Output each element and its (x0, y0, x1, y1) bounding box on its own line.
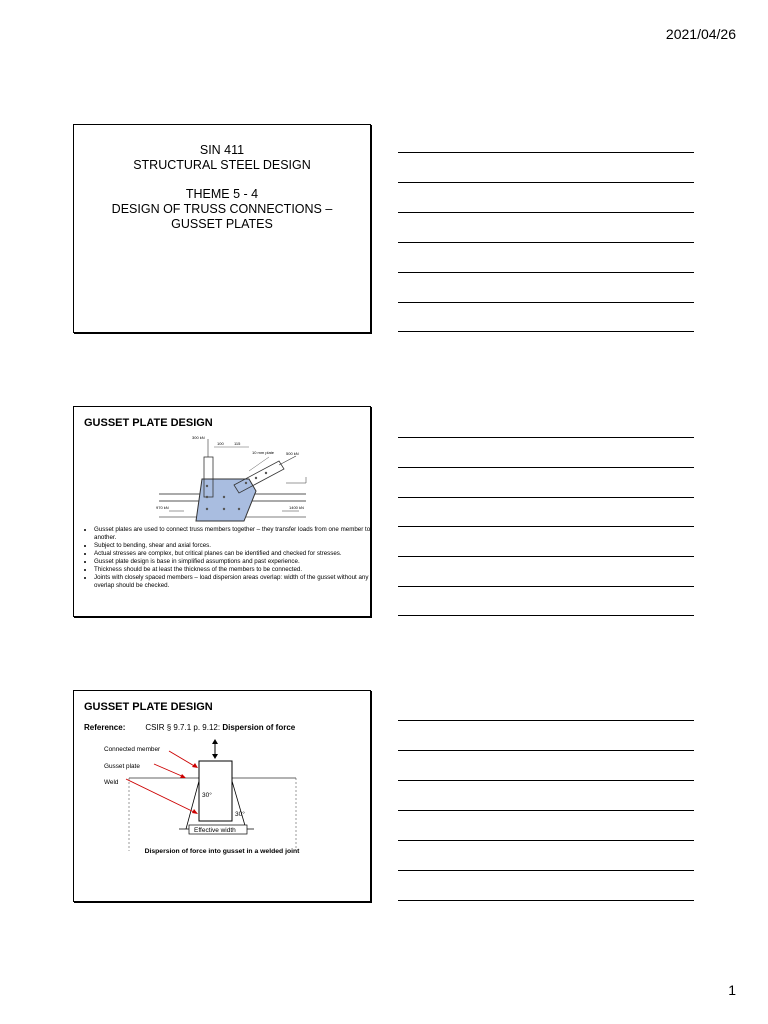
slide-title (73, 124, 371, 333)
slide-heading: GUSSET PLATE DESIGN (84, 701, 213, 713)
bullet-item: • Joints with closely spaced members – load dispersion areas overlap: width of the gusset without any overlap should be checked. (94, 574, 380, 590)
angle-label-1: 30° (202, 792, 212, 799)
effective-width-label: Effective width (194, 827, 236, 834)
page-number: 1 (728, 982, 736, 998)
note-line (398, 242, 694, 243)
slide-title-text (74, 143, 370, 232)
note-line (398, 272, 694, 273)
bullet-item: • Gusset plate design is base in simplified assumptions and past experience. (94, 558, 380, 566)
label-weld: Weld (104, 779, 119, 786)
slide-dispersion (73, 690, 371, 902)
label-gusset-plate: Gusset plate (104, 763, 140, 770)
reference-text: CSIR § 9.7.1 p. 9.12: (145, 723, 221, 732)
theme-number: THEME 5 - 4 (185, 187, 259, 201)
label-dim2: 115 (234, 441, 241, 446)
note-line (398, 497, 694, 498)
dispersion-figure (74, 731, 370, 881)
label-left-load: 970 kN (156, 505, 169, 510)
slide-gusset-intro (73, 406, 371, 617)
reference-topic: Dispersion of force (222, 723, 296, 732)
note-line (398, 900, 694, 901)
note-line (398, 526, 694, 527)
course-code: SIN 411 (199, 143, 245, 157)
note-line (398, 467, 694, 468)
note-line (398, 302, 694, 303)
theme-title-2: GUSSET PLATES (171, 217, 273, 231)
bullet-item: • Actual stresses are complex, but critical planes can be identified and checked for stresses. (94, 550, 380, 558)
course-name: STRUCTURAL STEEL DESIGN (133, 158, 311, 172)
label-top-load: 300 kN (192, 435, 205, 440)
bullet-item: • Gusset plates are used to connect truss members together – they transfer loads from one member to another. (94, 526, 380, 542)
note-line (398, 750, 694, 751)
note-line (398, 182, 694, 183)
note-line (398, 152, 694, 153)
page-date: 2021/04/26 (665, 26, 736, 42)
label-right-load: 1400 kN (289, 505, 304, 510)
label-diag-load: 500 kN (286, 451, 299, 456)
label-dim1: 100 (217, 441, 224, 446)
note-line (398, 810, 694, 811)
bullet-list (80, 526, 380, 590)
bullet-item: • Subject to bending, shear and axial forces. (94, 542, 380, 550)
note-line (398, 437, 694, 438)
label-connected-member: Connected member (104, 746, 161, 753)
note-line (398, 780, 694, 781)
label-plate: 10 mm plate (252, 450, 275, 455)
figure-caption: Dispersion of force into gusset in a welded joint (144, 848, 300, 855)
gusset-plate-shape (196, 479, 256, 521)
note-line (398, 556, 694, 557)
note-line (398, 720, 694, 721)
bullet-item: • Thickness should be at least the thickness of the members to be connected. (94, 566, 380, 574)
note-line (398, 615, 694, 616)
note-line (398, 870, 694, 871)
theme-title-1: DESIGN OF TRUSS CONNECTIONS – (111, 202, 333, 216)
note-line (398, 840, 694, 841)
angle-label-2: 30° (235, 811, 245, 818)
note-line (398, 586, 694, 587)
slide-heading: GUSSET PLATE DESIGN (84, 417, 213, 429)
reference-label: Reference: (84, 723, 126, 732)
note-line (398, 331, 694, 332)
note-line (398, 212, 694, 213)
